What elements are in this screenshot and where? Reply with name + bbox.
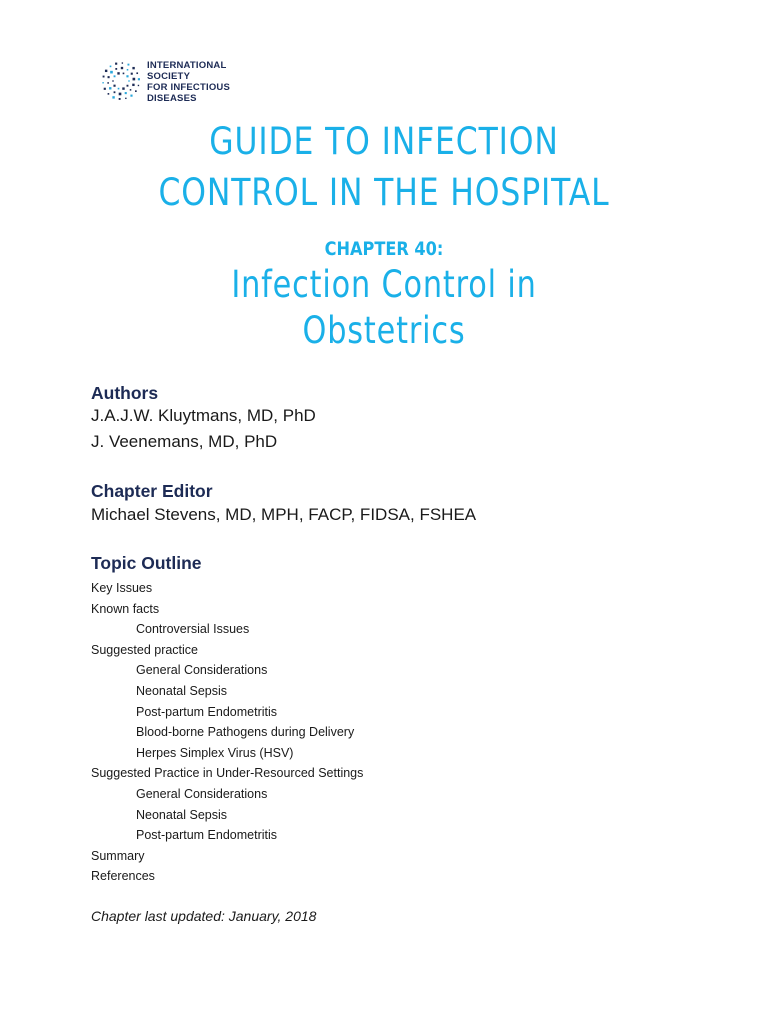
chapter-title-line: Infection Control in xyxy=(231,263,537,306)
outline-subitem: Post-partum Endometritis xyxy=(136,828,278,843)
logo-dot xyxy=(121,67,123,69)
logo-dot xyxy=(104,88,106,90)
logo-dot xyxy=(127,69,129,71)
logo-dot xyxy=(123,73,125,75)
logo-line: DISEASES xyxy=(147,93,197,104)
guide-title xyxy=(58,116,711,218)
chapter-editor-heading: Chapter Editor xyxy=(91,481,213,501)
logo-line: FOR INFECTIOUS xyxy=(147,82,231,93)
outline-subitem: Controversial Issues xyxy=(136,622,250,637)
isid-logo xyxy=(100,60,240,106)
logo-dot xyxy=(102,82,103,83)
logo-dot xyxy=(128,80,129,81)
guide-title-line: CONTROL IN THE HOSPITAL xyxy=(158,171,610,214)
dotted-circle-logo-icon xyxy=(100,60,142,102)
logo-dot xyxy=(114,91,116,93)
logo-dot xyxy=(115,68,117,70)
last-updated-note: Chapter last updated: January, 2018 xyxy=(91,908,317,924)
logo-dot xyxy=(138,78,140,80)
outline-subitem: Herpes Simplex Virus (HSV) xyxy=(136,745,294,760)
logo-dot xyxy=(135,90,137,92)
logo-dot xyxy=(138,85,139,86)
logo-dot xyxy=(122,87,124,89)
outline-item: Suggested practice xyxy=(91,642,199,657)
logo-dot xyxy=(125,98,126,99)
logo-dot xyxy=(113,85,115,87)
logo-line: SOCIETY xyxy=(147,71,191,82)
logo-dot xyxy=(103,76,105,78)
logo-dot xyxy=(131,73,133,75)
logo-dot xyxy=(130,95,132,97)
logo-dot xyxy=(110,66,112,68)
logo-dot xyxy=(108,76,110,78)
logo-dot xyxy=(130,89,132,91)
outline-subitem: General Considerations xyxy=(136,663,268,678)
logo-dot xyxy=(105,70,107,72)
logo-dot xyxy=(132,84,134,86)
logo-dot xyxy=(118,88,120,90)
logo-dot xyxy=(112,96,114,98)
logo-dot xyxy=(119,93,122,96)
topic-outline-heading: Topic Outline xyxy=(91,553,202,573)
outline-subitem: Blood-borne Pathogens during Delivery xyxy=(136,725,355,740)
authors-heading: Authors xyxy=(91,383,159,403)
outline-subitem: Post-partum Endometritis xyxy=(136,704,278,719)
logo-dot xyxy=(127,85,129,87)
logo-dot xyxy=(115,63,117,65)
topic-outline-list xyxy=(91,578,363,887)
logo-dot xyxy=(133,78,136,81)
logo-dot xyxy=(119,98,121,100)
author-name: J.A.J.W. Kluytmans, MD, PhD xyxy=(91,406,316,425)
logo-dot xyxy=(136,72,138,74)
outline-item: Suggested Practice in Under-Resourced Settings xyxy=(91,766,364,781)
logo-dot xyxy=(108,93,110,95)
logo-dot xyxy=(110,71,113,74)
logo-dot xyxy=(117,72,119,74)
logo-dot xyxy=(122,62,123,63)
chapter-title xyxy=(69,262,699,354)
logo-line: INTERNATIONAL xyxy=(147,60,227,71)
logo-dot xyxy=(126,75,128,77)
logo-wordmark xyxy=(147,60,230,104)
author-name: J. Veenemans, MD, PhD xyxy=(91,432,278,451)
logo-dot xyxy=(127,64,129,66)
chapter-title-line: Obstetrics xyxy=(302,309,466,352)
outline-item: Key Issues xyxy=(91,581,153,595)
outline-item: Summary xyxy=(91,848,145,863)
outline-subitem: Neonatal Sepsis xyxy=(136,807,228,822)
logo-dot xyxy=(132,67,134,69)
chapter-editor-name: Michael Stevens, MD, MPH, FACP, FIDSA, FSHEA xyxy=(91,505,477,524)
logo-dot xyxy=(125,92,127,94)
outline-subitem: Neonatal Sepsis xyxy=(136,683,228,698)
outline-subitem: General Considerations xyxy=(136,786,268,801)
logo-dot xyxy=(107,82,109,84)
chapter-label: CHAPTER 40: xyxy=(324,238,444,260)
logo-dot xyxy=(109,87,111,89)
guide-title-line: GUIDE TO INFECTION xyxy=(209,120,559,163)
outline-item: Known facts xyxy=(91,601,160,616)
logo-dot xyxy=(114,75,116,77)
logo-dot xyxy=(112,80,113,81)
outline-item: References xyxy=(91,869,155,884)
